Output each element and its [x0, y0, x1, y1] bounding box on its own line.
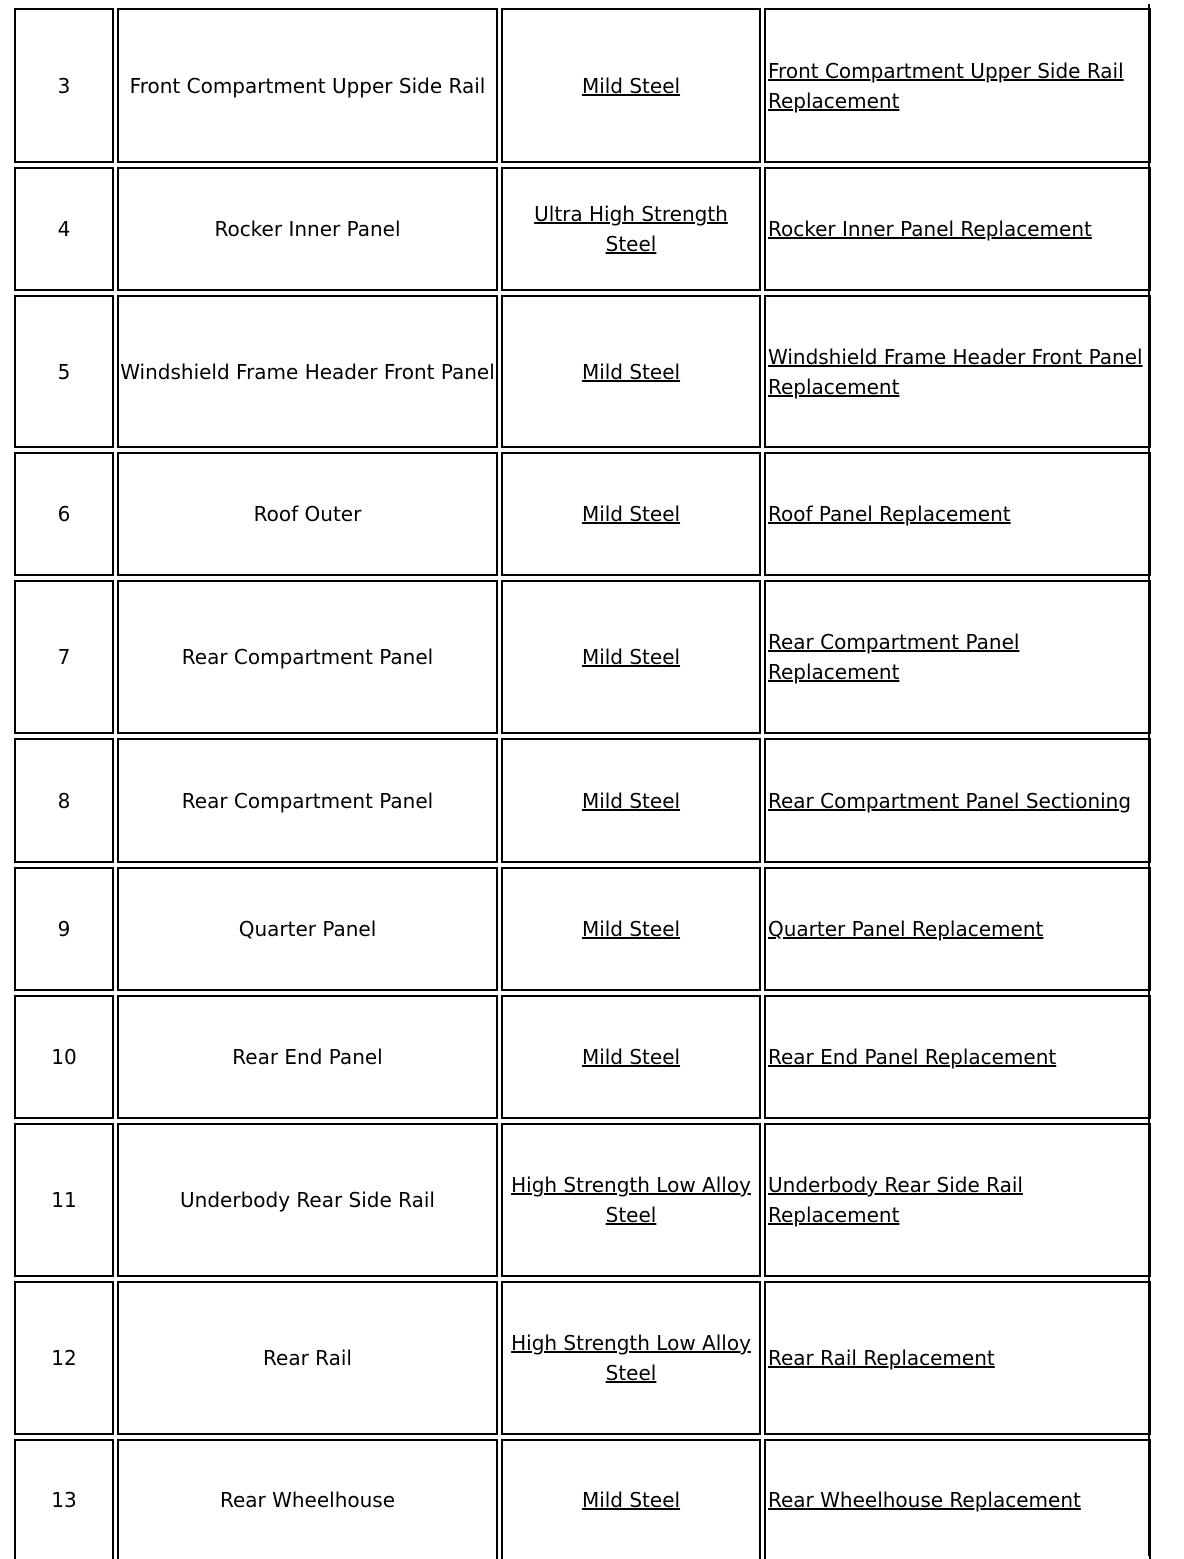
procedure-cell: [764, 867, 1151, 991]
table-row: [14, 295, 1148, 448]
table-row: [14, 452, 1148, 576]
table-row: [14, 1123, 1148, 1277]
procedure-link[interactable]: Rear End Panel Replacement: [768, 1045, 1057, 1069]
procedure-link[interactable]: Rear Rail Replacement: [768, 1346, 995, 1370]
material-cell: [501, 867, 761, 991]
table-row: [14, 1281, 1148, 1435]
row-number: 10: [14, 995, 114, 1119]
row-number: 3: [14, 8, 114, 163]
material-cell: [501, 1439, 761, 1559]
procedure-cell: [764, 8, 1151, 163]
table-row: [14, 867, 1148, 991]
part-name: Underbody Rear Side Rail: [117, 1123, 498, 1277]
procedure-link[interactable]: Rear Compartment Panel Replacement: [768, 630, 1020, 684]
part-name: Rocker Inner Panel: [117, 167, 498, 291]
parts-table: [14, 8, 1148, 1559]
procedure-link[interactable]: Underbody Rear Side Rail Replacement: [768, 1173, 1023, 1227]
procedure-link[interactable]: Roof Panel Replacement: [768, 502, 1011, 526]
material-link[interactable]: Mild Steel: [581, 917, 681, 941]
procedure-cell: [764, 295, 1151, 448]
procedure-cell: [764, 452, 1151, 576]
row-number: 8: [14, 738, 114, 863]
material-link[interactable]: Mild Steel: [581, 1045, 681, 1069]
procedure-cell: [764, 738, 1151, 863]
procedure-cell: [764, 580, 1151, 734]
row-number: 4: [14, 167, 114, 291]
procedure-link[interactable]: Windshield Frame Header Front Panel Replacement: [768, 344, 1143, 399]
material-link[interactable]: Ultra High Strength Steel: [534, 202, 728, 256]
part-name: Rear Wheelhouse: [117, 1439, 498, 1559]
part-name: Rear Compartment Panel: [117, 580, 498, 734]
procedure-link[interactable]: Quarter Panel Replacement: [768, 917, 1044, 941]
material-cell: [501, 452, 761, 576]
row-number: 7: [14, 580, 114, 734]
material-link[interactable]: High Strength Low Alloy Steel: [511, 1173, 751, 1227]
procedure-link[interactable]: Rocker Inner Panel Replacement: [768, 217, 1092, 241]
table-row: [14, 1439, 1148, 1559]
material-link[interactable]: Mild Steel: [581, 502, 681, 526]
part-name: Rear End Panel: [117, 995, 498, 1119]
table-row: [14, 995, 1148, 1119]
material-cell: [501, 1281, 761, 1435]
row-number: 11: [14, 1123, 114, 1277]
row-number: 9: [14, 867, 114, 991]
procedure-link[interactable]: Rear Wheelhouse Replacement: [768, 1488, 1081, 1512]
material-link[interactable]: Mild Steel: [581, 645, 681, 669]
material-link[interactable]: Mild Steel: [581, 1488, 681, 1512]
material-cell: [501, 738, 761, 863]
material-link[interactable]: High Strength Low Alloy Steel: [511, 1331, 751, 1385]
procedure-cell: [764, 167, 1151, 291]
procedure-cell: [764, 995, 1151, 1119]
procedure-cell: [764, 1439, 1151, 1559]
row-number: 13: [14, 1439, 114, 1559]
material-link[interactable]: Mild Steel: [581, 73, 681, 98]
material-cell: [501, 995, 761, 1119]
table-row: [14, 8, 1148, 163]
part-name: Windshield Frame Header Front Panel: [117, 295, 498, 448]
row-number: 6: [14, 452, 114, 576]
row-number: 5: [14, 295, 114, 448]
table-row: [14, 580, 1148, 734]
material-link[interactable]: Mild Steel: [581, 359, 681, 384]
part-name: Front Compartment Upper Side Rail: [117, 8, 498, 163]
material-link[interactable]: Mild Steel: [581, 788, 681, 813]
procedure-link[interactable]: Front Compartment Upper Side Rail Replacement: [768, 58, 1124, 113]
procedure-link[interactable]: Rear Compartment Panel Sectioning: [768, 788, 1132, 813]
procedure-cell: [764, 1281, 1151, 1435]
row-number: 12: [14, 1281, 114, 1435]
table-row: [14, 738, 1148, 863]
part-name: Quarter Panel: [117, 867, 498, 991]
part-name: Rear Compartment Panel: [117, 738, 498, 863]
material-cell: [501, 8, 761, 163]
procedure-cell: [764, 1123, 1151, 1277]
part-name: Rear Rail: [117, 1281, 498, 1435]
material-cell: [501, 295, 761, 448]
material-cell: [501, 1123, 761, 1277]
part-name: Roof Outer: [117, 452, 498, 576]
table-row: [14, 167, 1148, 291]
material-cell: [501, 580, 761, 734]
material-cell: [501, 167, 761, 291]
